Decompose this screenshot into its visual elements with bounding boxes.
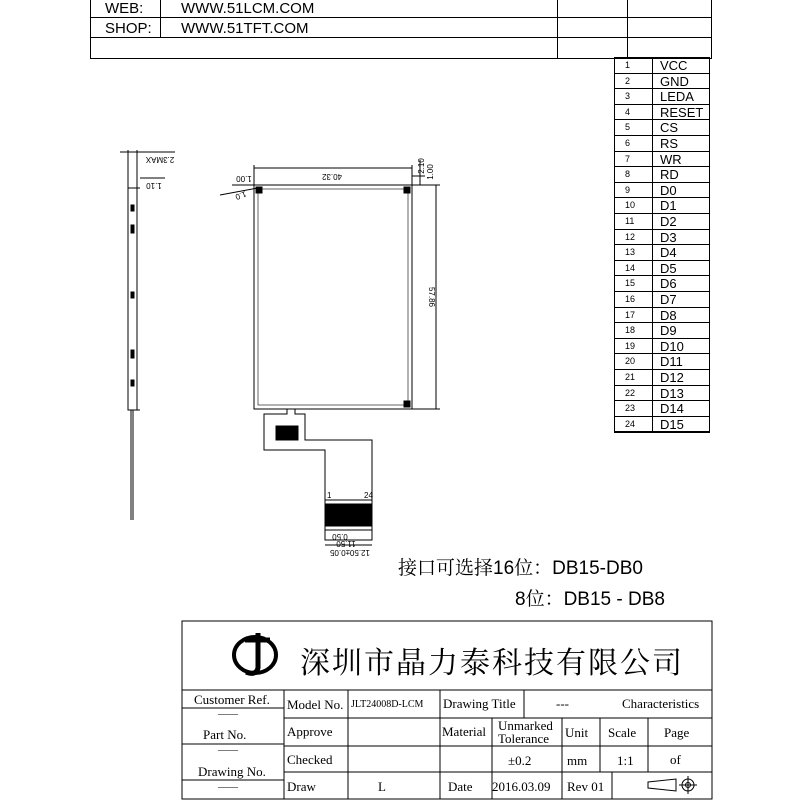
pin-name: D13 xyxy=(660,385,684,401)
dim-side-small-text: 1.10 xyxy=(146,181,162,190)
pin-name: RD xyxy=(660,167,679,183)
material-label: Material xyxy=(442,724,487,739)
pin-number: 15 xyxy=(625,278,636,289)
scale-value: 1:1 xyxy=(617,753,634,768)
dim-corner-text: 1.0 xyxy=(234,189,248,202)
part-no-value: —— xyxy=(218,745,238,756)
date-value: 2016.03.09 xyxy=(492,779,551,794)
dim-side-thickness-text: 2.3MAX xyxy=(145,155,175,164)
pin-number: 17 xyxy=(625,309,636,320)
pin-number: 13 xyxy=(625,247,636,258)
drawing-title-label: Drawing Title xyxy=(443,696,516,711)
model-no-label: Model No. xyxy=(287,697,344,712)
dim-fpc-span-text: 11.50 xyxy=(336,539,356,548)
pin-name: D8 xyxy=(660,307,677,323)
pin-number: 11 xyxy=(625,216,635,226)
projection-symbol xyxy=(648,776,697,794)
rev-value: Rev 01 xyxy=(567,779,605,794)
web-label: WEB: xyxy=(105,0,144,17)
shop-label: SHOP: xyxy=(105,20,152,37)
pin-name: D15 xyxy=(660,416,684,432)
jlt-logo xyxy=(234,633,276,673)
pin-name: LEDA xyxy=(660,89,694,105)
customer-ref-label: Customer Ref. xyxy=(194,692,270,707)
pin-name: D12 xyxy=(660,370,684,385)
pin-name: RESET xyxy=(660,104,704,120)
pin-number: 22 xyxy=(625,387,636,398)
pin-number: 1 xyxy=(625,60,631,70)
dim-left-margin-text: 1.00 xyxy=(236,174,252,183)
model-no-value: JLT24008D-LCM xyxy=(351,699,424,710)
dim-top-margin-text: 1.00 xyxy=(426,164,435,180)
pin-number: 21 xyxy=(625,372,636,382)
pin-name: RS xyxy=(660,136,679,151)
draw-label: Draw xyxy=(287,779,316,794)
tolerance-label: Tolerance xyxy=(498,731,550,746)
pin-number: 3 xyxy=(625,91,631,102)
unit-value: mm xyxy=(567,753,588,768)
unmarked-label: Unmarked xyxy=(498,718,553,733)
unit-label: Unit xyxy=(565,725,589,740)
pin-name: D1 xyxy=(660,198,677,214)
pin-name: VCC xyxy=(660,58,688,73)
pin-number: 7 xyxy=(625,153,631,164)
approve-label: Approve xyxy=(287,724,333,739)
pin-name: D2 xyxy=(660,214,677,229)
tolerance-value: ±0.2 xyxy=(508,753,532,768)
pin-name: D3 xyxy=(660,229,677,245)
pin-number: 6 xyxy=(625,138,631,148)
pin-name: D0 xyxy=(660,182,677,198)
dim-width-text: 40.32 xyxy=(321,172,343,181)
pin-number: 19 xyxy=(625,340,636,351)
pin-name: D14 xyxy=(660,401,684,417)
pin-number: 2 xyxy=(625,75,631,86)
dim-fpc-pitch-text: 0.50 xyxy=(332,532,348,541)
pin-number: 24 xyxy=(625,418,636,429)
drawing-no-value: —— xyxy=(218,782,238,793)
pin-name: CS xyxy=(660,120,679,136)
drawing-title-value: --- xyxy=(556,696,569,711)
pin-number: 8 xyxy=(625,169,631,180)
web-value: WWW.51LCM.COM xyxy=(181,0,315,17)
part-no-label: Part No. xyxy=(203,727,247,742)
pin-name: D4 xyxy=(660,245,677,261)
pin-number: 23 xyxy=(625,403,636,414)
pin-number: 5 xyxy=(625,122,631,133)
pin-name: WR xyxy=(660,151,682,167)
pin-number: 10 xyxy=(625,200,636,211)
shop-value: WWW.51TFT.COM xyxy=(181,20,309,37)
pin-number: 9 xyxy=(625,184,631,195)
pin-number: 20 xyxy=(625,356,636,367)
company-name: 深圳市晶力泰科技有限公司 xyxy=(300,646,684,681)
checked-label: Checked xyxy=(287,752,333,767)
page-value: of xyxy=(670,752,681,767)
interface-note-16bit: 接口可选择16位：DB15-DB0 xyxy=(398,558,643,579)
dim-fpc-width-text: 12.50±0.05 xyxy=(330,548,370,557)
pin-name: GND xyxy=(660,73,689,89)
characteristics-label: Characteristics xyxy=(622,696,700,711)
pin-number: 4 xyxy=(625,106,631,117)
dim-top-offset-text: 2.10 xyxy=(417,158,426,174)
interface-note-8bit: 8位：DB15 - DB8 xyxy=(515,589,665,610)
pin-name: D6 xyxy=(660,276,677,292)
pin-name: D9 xyxy=(660,323,677,339)
pin-number: 16 xyxy=(625,294,636,304)
pin-name: D10 xyxy=(660,338,684,354)
pin-name: D7 xyxy=(660,292,677,307)
pin-name: D11 xyxy=(660,354,683,370)
pin-number: 12 xyxy=(625,231,636,242)
customer-ref-value: —— xyxy=(218,709,238,720)
fpc-pin-last: 24 xyxy=(364,491,373,500)
drawer-value: L xyxy=(378,779,386,794)
fpc-pin-first: 1 xyxy=(327,491,332,500)
date-label: Date xyxy=(448,779,473,794)
page-label: Page xyxy=(664,725,690,740)
pin-number: 14 xyxy=(625,262,636,273)
drawing-no-label: Drawing No. xyxy=(198,764,266,779)
pin-name: D5 xyxy=(660,260,677,276)
pin-number: 18 xyxy=(625,325,636,336)
dim-height-text: 57.86 xyxy=(427,286,436,308)
scale-label: Scale xyxy=(608,725,637,740)
